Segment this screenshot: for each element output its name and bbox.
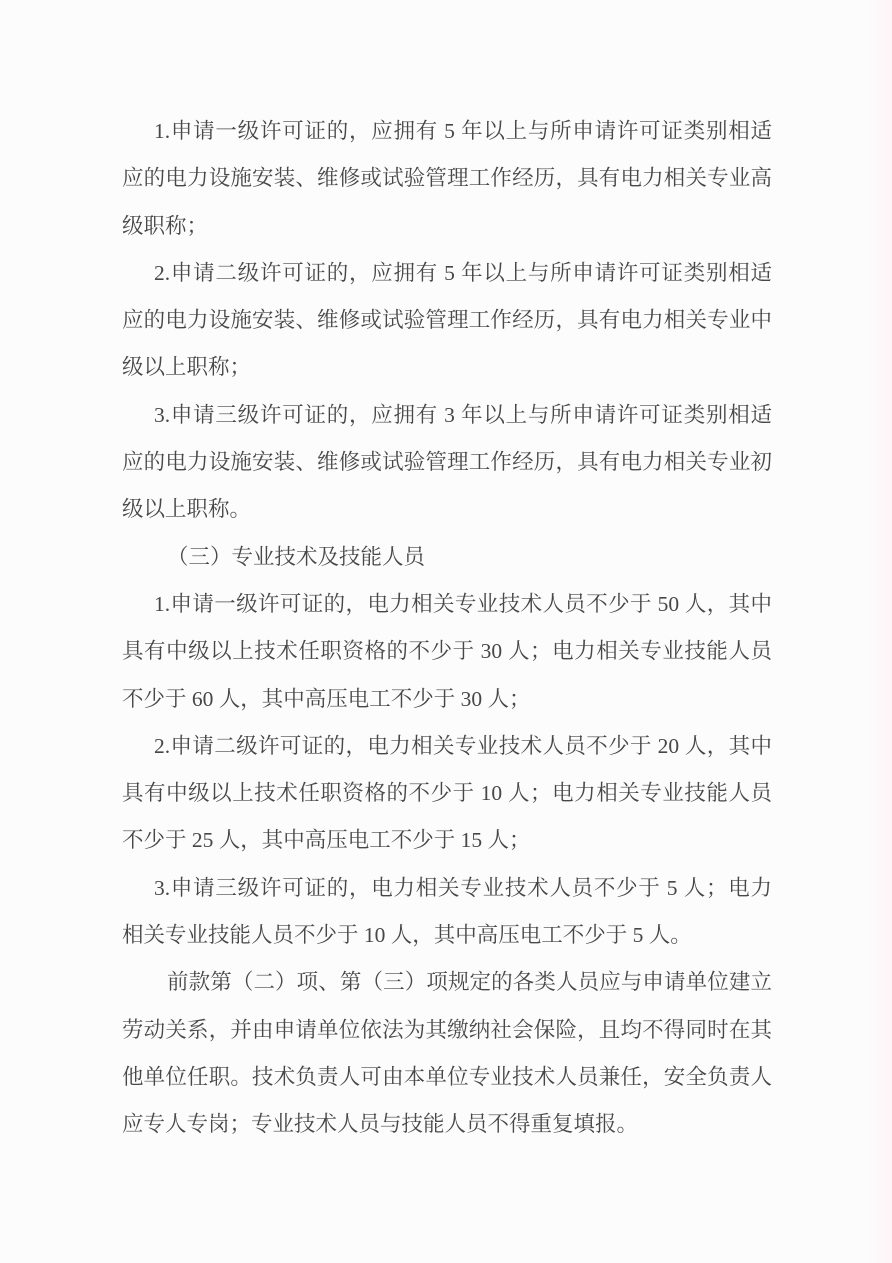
text-line: 级以上职称。 [122,497,252,522]
text-line: 3.申请三级许可证的，电力相关专业技术人员不少于 5 人；电力 [154,875,772,900]
text-line: 级职称； [122,213,209,238]
section-heading: （三）专业技术及技能人员 [167,544,426,569]
text-line: 前款第（二）项、第（三）项规定的各类人员应与申请单位建立 [167,970,772,995]
text-line: 3.申请三级许可证的，应拥有 3 年以上与所申请许可证类别相适 [154,402,772,427]
paragraph-license-level-3-experience [122,392,772,534]
text-line: 2.申请二级许可证的，应拥有 5 年以上与所申请许可证类别相适 [154,260,772,285]
text-line: 不少于 25 人，其中高压电工不少于 15 人； [122,828,531,853]
paragraph-license-level-2-experience [122,250,772,392]
text-line: 级以上职称； [122,355,252,380]
text-line: 1.申请一级许可证的，应拥有 5 年以上与所申请许可证类别相适 [154,119,772,143]
paragraph-license-level-1-experience [122,108,772,250]
paragraph-section-heading [122,534,772,581]
text-line: 应的电力设施安装、维修或试验管理工作经历，具有电力相关专业初 [122,450,772,475]
text-line: 应专人专岗；专业技术人员与技能人员不得重复填报。 [122,1112,639,1137]
text-line: 他单位任职。技术负责人可由本单位专业技术人员兼任，安全负责人 [122,1064,772,1089]
text-line: 2.申请二级许可证的，电力相关专业技术人员不少于 20 人，其中 [154,733,772,758]
paragraph-personnel-requirements [122,959,772,1148]
text-line: 应的电力设施安装、维修或试验管理工作经历，具有电力相关专业高 [122,166,772,191]
paragraph-level-3-staffing [122,865,772,960]
text-line: 劳动关系，并由申请单位依法为其缴纳社会保险，且均不得同时在其 [122,1017,772,1042]
document-body [122,108,772,1149]
paragraph-level-2-staffing [122,723,772,865]
page-edge-shading [866,0,892,1263]
text-line: 不少于 60 人，其中高压电工不少于 30 人； [122,686,531,711]
text-line: 具有中级以上技术任职资格的不少于 10 人；电力相关专业技能人员 [122,781,772,806]
text-line: 应的电力设施安装、维修或试验管理工作经历，具有电力相关专业中 [122,308,772,333]
paragraph-level-1-staffing [122,581,772,723]
text-line: 1.申请一级许可证的，电力相关专业技术人员不少于 50 人，其中 [154,591,772,616]
text-line: 相关专业技能人员不少于 10 人，其中高压电工不少于 5 人。 [122,923,692,948]
text-line: 具有中级以上技术任职资格的不少于 30 人；电力相关专业技能人员 [122,639,772,664]
